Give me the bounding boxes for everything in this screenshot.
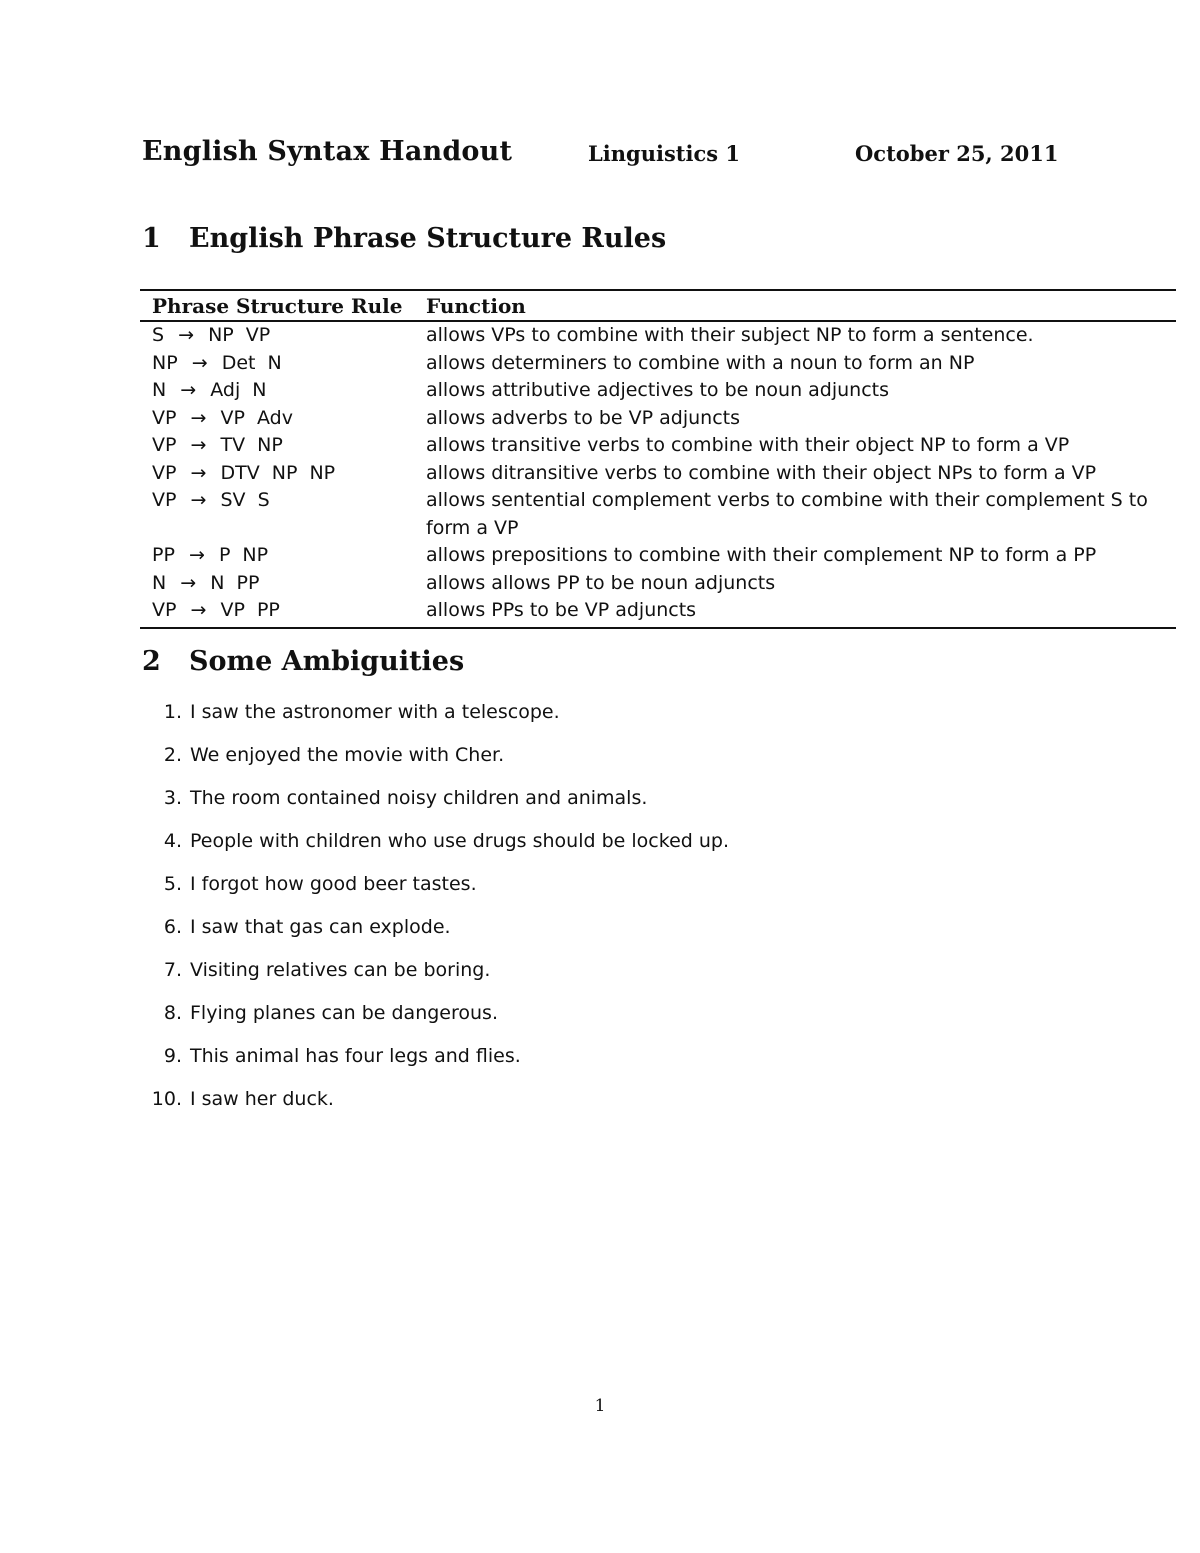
table-row [140, 405, 1176, 433]
function-cell: allows allows PP to be noun adjuncts [426, 571, 776, 594]
function-cell: allows attributive adjectives to be noun adjuncts [426, 379, 890, 401]
table-row [140, 460, 1176, 488]
rule-rhs: NP VP [208, 324, 271, 346]
list-item-number: 2. [163, 744, 182, 766]
document-date: October 25, 2011 [855, 141, 1059, 166]
rule-lhs: PP [152, 544, 175, 566]
rule-lhs: VP [152, 434, 177, 456]
rewrite-arrow-icon: → [190, 489, 207, 511]
table-row [140, 377, 1176, 405]
rewrite-arrow-icon: → [180, 571, 197, 594]
list-item-number: 6. [163, 916, 182, 938]
list-item [142, 826, 729, 869]
rule-lhs: VP [152, 489, 177, 511]
rule-cell [140, 460, 422, 488]
list-item-number: 8. [163, 1002, 182, 1024]
table-header-row [140, 290, 1176, 321]
rule-cell [140, 542, 422, 570]
phrase-structure-rules-table [140, 289, 1176, 629]
function-cell: allows sentential complement verbs to combine with their complement S to form a VP [426, 489, 1148, 539]
rule-cell [140, 350, 422, 378]
list-item [142, 740, 729, 783]
rule-rhs: TV NP [220, 434, 283, 456]
list-item-number: 4. [163, 830, 182, 852]
list-item-text: Visiting relatives can be boring. [190, 959, 491, 981]
document-title: English Syntax Handout [142, 136, 513, 167]
list-item-number: 9. [163, 1045, 182, 1067]
section-heading-phrase-structure-rules [142, 223, 666, 254]
list-item [142, 1084, 729, 1127]
rewrite-arrow-icon: → [190, 406, 207, 429]
rewrite-arrow-icon: → [190, 599, 207, 621]
list-item-text: The room contained noisy children and animals. [190, 787, 648, 809]
table-row [140, 487, 1176, 542]
list-item-text: I saw the astronomer with a telescope. [190, 701, 560, 723]
function-cell: allows adverbs to be VP adjuncts [426, 406, 741, 429]
rewrite-arrow-icon: → [190, 461, 207, 484]
list-item [142, 869, 729, 912]
table-row [140, 321, 1176, 350]
rewrite-arrow-icon: → [188, 544, 205, 566]
table-row [140, 542, 1176, 570]
section-number: 1 [142, 223, 161, 254]
list-item-number: 1. [163, 701, 182, 723]
table-body [140, 321, 1176, 628]
list-item [142, 697, 729, 740]
course-name: Linguistics 1 [588, 141, 740, 166]
rule-cell [140, 570, 422, 598]
rule-rhs: Adj N [210, 379, 267, 401]
section-number: 2 [142, 646, 161, 677]
column-header-rule: Phrase Structure Rule [140, 290, 422, 321]
list-item [142, 955, 729, 998]
table-row [140, 597, 1176, 628]
rule-cell [140, 321, 422, 350]
section-title: Some Ambiguities [189, 646, 465, 677]
list-item-text: I saw her duck. [190, 1088, 334, 1110]
rule-cell [140, 432, 422, 460]
rule-cell [140, 487, 422, 542]
rule-lhs: VP [152, 406, 177, 429]
function-cell: allows determiners to combine with a noun to form an NP [426, 351, 975, 374]
function-cell: allows PPs to be VP adjuncts [422, 597, 1176, 628]
list-item-text: This animal has four legs and flies. [190, 1045, 521, 1067]
list-item-text: Flying planes can be dangerous. [190, 1002, 498, 1024]
function-cell: allows prepositions to combine with their complement NP to form a PP [426, 544, 1097, 566]
rule-rhs: VP PP [220, 599, 280, 621]
rule-rhs: N PP [210, 571, 260, 594]
list-item-text: I saw that gas can explode. [190, 916, 451, 938]
list-item [142, 783, 729, 826]
rewrite-arrow-icon: → [191, 351, 208, 374]
rule-rhs: DTV NP NP [220, 461, 336, 484]
rule-lhs: VP [152, 461, 177, 484]
table-row [140, 432, 1176, 460]
rule-rhs: P NP [218, 544, 269, 566]
rule-lhs: N [152, 379, 167, 401]
rewrite-arrow-icon: → [180, 379, 197, 401]
rule-lhs: NP [152, 351, 178, 374]
list-item [142, 912, 729, 955]
rewrite-arrow-icon: → [190, 434, 207, 456]
document-header [142, 136, 1142, 176]
rule-rhs: VP Adv [220, 406, 293, 429]
rule-lhs: VP [152, 599, 177, 621]
ambiguity-list [142, 697, 729, 1127]
section-heading-ambiguities [142, 646, 464, 677]
rule-lhs: S [152, 324, 165, 346]
table-row [140, 350, 1176, 378]
list-item-number: 7. [163, 959, 182, 981]
page-number: 1 [594, 1396, 606, 1416]
rule-rhs: Det N [221, 351, 282, 374]
table-row [140, 570, 1176, 598]
list-item-number: 10. [151, 1088, 182, 1110]
list-item [142, 998, 729, 1041]
rule-cell [140, 377, 422, 405]
list-item-number: 5. [163, 873, 182, 895]
function-cell: allows VPs to combine with their subject NP to form a sentence. [426, 324, 1034, 346]
list-item-text: People with children who use drugs should be locked up. [190, 830, 729, 852]
list-item [142, 1041, 729, 1084]
rule-lhs: N [152, 571, 167, 594]
list-item-text: We enjoyed the movie with Cher. [190, 744, 505, 766]
rewrite-arrow-icon: → [178, 324, 195, 346]
rule-cell [140, 597, 422, 628]
column-header-function: Function [422, 290, 1176, 321]
rule-cell [140, 405, 422, 433]
list-item-number: 3. [163, 787, 182, 809]
function-cell: allows transitive verbs to combine with their object NP to form a VP [426, 434, 1070, 456]
rule-rhs: SV S [220, 489, 270, 511]
list-item-text: I forgot how good beer tastes. [190, 873, 477, 895]
section-title: English Phrase Structure Rules [189, 223, 667, 254]
function-cell: allows ditransitive verbs to combine with their object NPs to form a VP [426, 461, 1097, 484]
